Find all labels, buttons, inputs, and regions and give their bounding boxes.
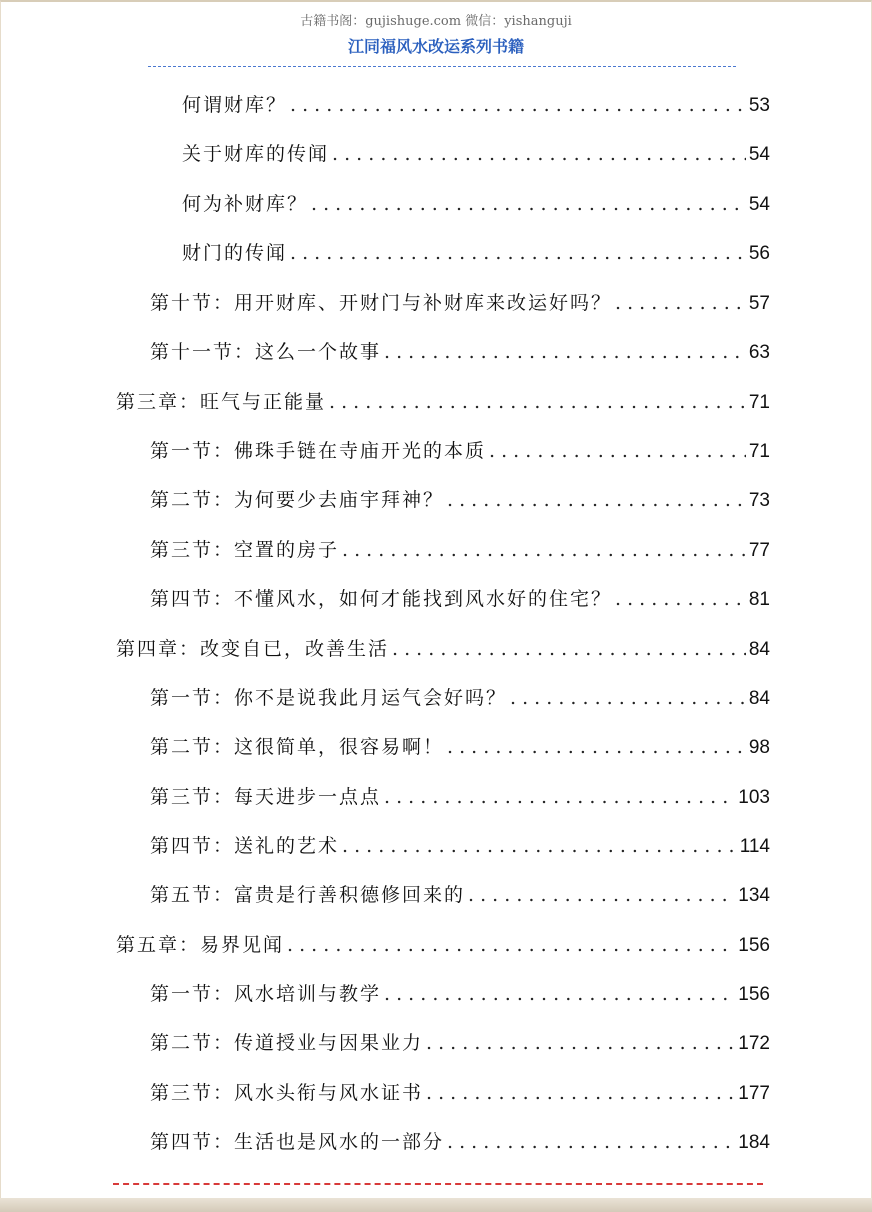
toc-entry-page: 57 (748, 293, 770, 314)
toc-entry-page: 134 (738, 885, 770, 906)
toc-entry-page: 184 (738, 1132, 770, 1153)
toc-entry-label: 第四节：不懂风水，如何才能找到风水好的住宅？ (150, 588, 613, 610)
toc-dot-leader (392, 634, 746, 664)
toc-entry-page: 177 (738, 1083, 770, 1104)
toc-entry-label: 何为补财库？ (182, 193, 309, 215)
toc-entry[interactable] (150, 732, 770, 762)
toc-dot-leader (311, 189, 746, 219)
toc-dot-leader (447, 485, 746, 515)
toc-dot-leader (290, 90, 746, 120)
toc-entry[interactable] (150, 1078, 770, 1108)
toc-entry-page: 81 (748, 589, 770, 610)
toc-dot-leader (510, 683, 746, 713)
footer-divider (113, 1183, 763, 1185)
toc-entry[interactable] (150, 288, 770, 318)
toc-dot-leader (342, 535, 746, 565)
toc-entry[interactable] (182, 139, 770, 169)
toc-entry[interactable] (150, 1127, 770, 1157)
toc-dot-leader (384, 979, 735, 1009)
toc-entry-page: 54 (748, 194, 770, 215)
toc-entry[interactable] (150, 584, 770, 614)
toc-dot-leader (468, 880, 735, 910)
toc-entry[interactable] (182, 90, 770, 120)
toc-entry[interactable] (150, 979, 770, 1009)
toc-entry-page: 103 (738, 787, 770, 808)
toc-entry-label: 第二节：传道授业与因果业力 (150, 1032, 424, 1054)
toc-entry-label: 第二节：为何要少去庙宇拜神？ (150, 489, 445, 511)
toc-dot-leader (615, 584, 746, 614)
toc-entry[interactable] (150, 831, 770, 861)
toc-entry-page: 84 (748, 688, 770, 709)
toc-entry-label: 第十节：用开财库、开财门与补财库来改运好吗？ (150, 292, 613, 314)
toc-entry-page: 98 (748, 737, 770, 758)
toc-entry-page: 77 (748, 540, 770, 561)
header-divider (148, 66, 736, 67)
toc-entry-page: 156 (738, 984, 770, 1005)
toc-entry-label: 第五章：易界见闻 (116, 934, 285, 956)
page-bottom-edge (0, 1198, 872, 1212)
toc-dot-leader (447, 1127, 735, 1157)
header-site-info: 古籍书阁：gujishuge.com 微信：yishanguji (300, 14, 572, 29)
toc-entry-page: 54 (748, 144, 770, 165)
toc-entry[interactable] (150, 436, 770, 466)
toc-chapter-entry[interactable] (116, 930, 770, 960)
toc-entry[interactable] (150, 1028, 770, 1058)
toc-entry[interactable] (182, 238, 770, 268)
toc-entry-label: 第五节：富贵是行善积德修回来的 (150, 884, 466, 906)
toc-dot-leader (426, 1078, 735, 1108)
toc-entry[interactable] (150, 880, 770, 910)
toc-entry-page: 71 (748, 441, 770, 462)
toc-entry[interactable] (150, 683, 770, 713)
toc-entry[interactable] (150, 337, 770, 367)
toc-entry-page: 84 (748, 639, 770, 660)
toc-dot-leader (447, 732, 746, 762)
toc-dot-leader (287, 930, 735, 960)
toc-dot-leader (290, 238, 746, 268)
toc-entry-label: 第一节：你不是说我此月运气会好吗？ (150, 687, 508, 709)
toc-entry-page: 172 (738, 1033, 770, 1054)
toc-entry-page: 114 (739, 836, 770, 857)
toc-dot-leader (384, 337, 746, 367)
toc-entry-label: 第四节：送礼的艺术 (150, 835, 340, 857)
toc-dot-leader (329, 387, 746, 417)
toc-entry-label: 第四章：改变自已，改善生活 (116, 638, 390, 660)
toc-entry-page: 71 (748, 392, 770, 413)
toc-dot-leader (342, 831, 737, 861)
toc-entry-page: 73 (748, 490, 770, 511)
toc-entry-label: 何谓财库？ (182, 94, 288, 116)
toc-entry-label: 第三节：每天进步一点点 (150, 786, 382, 808)
toc-entry-label: 第一节：风水培训与教学 (150, 983, 382, 1005)
toc-entry-page: 56 (748, 243, 770, 264)
toc-entry-label: 第三章：旺气与正能量 (116, 391, 327, 413)
toc-entry[interactable] (150, 485, 770, 515)
header-series-title: 江同福风水改运系列书籍 (347, 37, 524, 56)
toc-chapter-entry[interactable] (116, 387, 770, 417)
toc-dot-leader (332, 139, 746, 169)
toc-entry-page: 63 (748, 342, 770, 363)
toc-dot-leader (384, 782, 735, 812)
toc-entry-label: 第三节：空置的房子 (150, 539, 340, 561)
toc-entry-label: 关于财库的传闻 (182, 143, 330, 165)
toc-dot-leader (615, 288, 746, 318)
toc-entry-label: 第二节：这很简单，很容易啊！ (150, 736, 445, 758)
toc-entry[interactable] (182, 189, 770, 219)
toc-entry-label: 财门的传闻 (182, 242, 288, 264)
toc-entry-page: 53 (748, 95, 770, 116)
toc-entry-label: 第十一节：这么一个故事 (150, 341, 382, 363)
toc-chapter-entry[interactable] (116, 634, 770, 664)
toc-entry-label: 第三节：风水头衔与风水证书 (150, 1082, 424, 1104)
toc-entry-label: 第四节：生活也是风水的一部分 (150, 1131, 445, 1153)
toc-entry-label: 第一节：佛珠手链在寺庙开光的本质 (150, 440, 487, 462)
toc-entry-page: 156 (738, 935, 770, 956)
toc-entry[interactable] (150, 535, 770, 565)
toc-entry[interactable] (150, 782, 770, 812)
toc-dot-leader (489, 436, 746, 466)
toc-dot-leader (426, 1028, 735, 1058)
